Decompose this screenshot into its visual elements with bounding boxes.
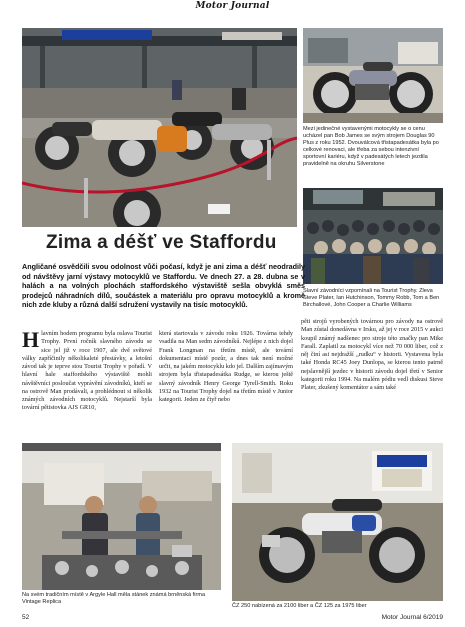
- masthead: Motor Journal: [195, 1, 270, 11]
- caption-middle-right: Slavní závodníci vzpomínali na Tourist Trophy. Zleva Steve Plater, Ian Hutchinson, Tommy Robb, Tom a Ben Birchallové, John Cooper a Charlie Williams: [303, 288, 440, 308]
- body-column-2: která startovala v závodu roku 1926. Továrna tehdy vsadila na Man sedm závodníků. Nejlépe z nich dojel Frank Longman na třetím místě, ale tovární dokumentaci místě pozůr, a dnes tak není možné určit, na jakém motocyklu kdo jel. Dalším zajímavým strojem byla třistapadesátka Rudge, se kterou ještě slavný závodník Henry George Tyrell-Smith. Roku 1932 na Tourist Trophy dojel na třetím místě v Junior kategorii. Jeden ze čtyř nebo: [159, 330, 293, 403]
- riders-panel-photo: [303, 188, 443, 284]
- vintage-replica-stand-photo: [22, 443, 221, 590]
- page-number: 52: [22, 614, 30, 621]
- douglas-motorcycle-photo: [303, 28, 443, 123]
- body-column-3: pěti strojů vyrobených továrnou pro závody na ostrově Man zůstal donedávna v Irsku, až jej v roce 2015 v aukci koupil známý nadšenec pro stroje této značky pan Mike Farall. Zaplatil za motocykl více než 70 000 liber, což z něj činí asi nejdražší „rudku“ v historii. Vystavena byla také Honda RC45 Joey Dunlopa, se kterou tento patrně nejslavnější jezdec v historii závodu dojel třetí v Senior kategorii roku 1994. Na malém pódiu vedl diskusi Steve Plater, zkušený komentátor a sám také: [301, 318, 443, 391]
- caption-bottom-right: ČZ 250 nabízená za 2100 liber a ČZ 125 za 1975 liber: [232, 603, 367, 609]
- body-text-1: lavním hodem programu byla oslava Tourist Trophy. První ročník slavného závodu se sice jel již v roce 1907, ale dvě světové války zapříčinily několikaleté přestávky, a letošní závod tak je teprve stou Tourist Trophy v pořadí. V hlavní hale staffordského výstaviště mohli návštěvníci posloučat vyprávění závodníků, kteří se na ostrově Man prodávali, a prohlédnout si několik známých závodních motocyklů. Nejstarší byla tovární pětistovka AJS GR10,: [22, 330, 152, 412]
- article-lead: Angličané osvědčili svou odolnost vůči počasí, když je ani zima a déšť neodradily od návštěvy jarní výstavy motocyklů ve Staffordu. Ve dnech 27. a 28. dubna se v halách a na volných plochách staffordského výstaviště sešla obvyklá směs prodejců náhradních dílů, součástek a materiálu pro opravu motocyklů a kromě nich zde kluby a různá další sdružení vystavily na tisíc motocyklů.: [22, 262, 305, 310]
- cz-motorcycles-photo: [232, 443, 443, 601]
- issue-label: Motor Journal 6/2019: [381, 614, 443, 621]
- caption-bottom-left: Na svém tradičním místě v Argyle Hall měla stánek známá brněnská firma Vintage Replica: [22, 592, 206, 605]
- caption-top-right: Mezi jedinečné vystavenými motocykly se o cenu ucházel pan Bob James se svým strojem Douglas 90 Plus z roku 1952. Dvouválcová třistapadesátka byla po celkové renovaci, ale třeba za sebou intenzivní sportovní kariéru, když v padesátých letech jezdila pravidelně na okruhu Silverstone: [303, 126, 439, 167]
- article-title: Zima a déšť ve Staffordu: [46, 232, 277, 253]
- body-column-1: [22, 327, 152, 413]
- main-exhibition-photo: [22, 28, 297, 227]
- drop-cap: H: [22, 327, 40, 352]
